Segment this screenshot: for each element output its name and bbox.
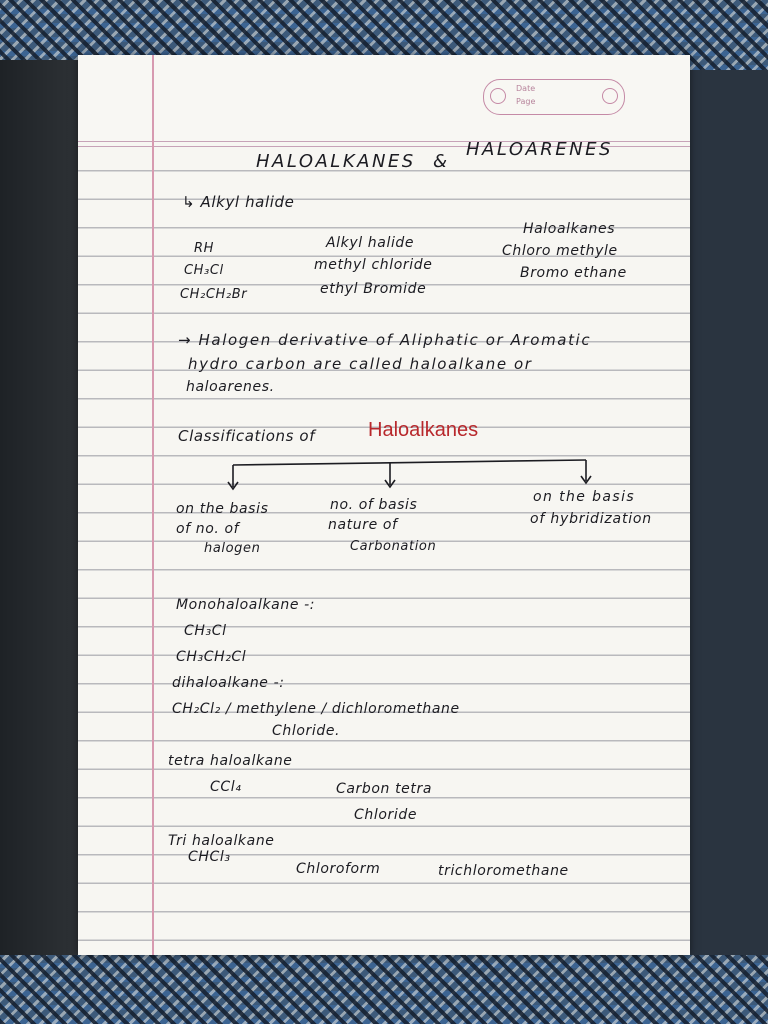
alkyl-col1-row2: CH₃Cl [184, 263, 224, 278]
branch2-line1: no. of basis [330, 497, 418, 513]
notebook-page [78, 55, 690, 955]
page-title-right: HALOARENES [466, 139, 613, 160]
tri-name1: Chloroform [296, 861, 381, 877]
definition-line3: haloarenes. [186, 379, 275, 395]
alkyl-col3-row3: Bromo ethane [520, 265, 627, 281]
background-dark-left [0, 60, 80, 960]
page-label: Page [516, 97, 536, 106]
alkyl-heading: ↳ Alkyl halide [182, 193, 295, 211]
alkyl-col2-row1: Alkyl halide [326, 235, 415, 251]
tetra-name2: Chloride [354, 807, 418, 823]
tetra-name1: Carbon tetra [336, 781, 433, 797]
alkyl-col1-row1: RH [194, 241, 215, 256]
alkyl-col3-row2: Chloro methyle [502, 243, 618, 259]
definition-line2: hydro carbon are called haloalkane or [188, 355, 533, 373]
branch3-line1: on the basis [533, 489, 636, 505]
mono-heading: Monohaloalkane -: [176, 597, 316, 613]
page-title: HALOALKANES [256, 151, 416, 172]
classification-tree [78, 55, 690, 515]
tri-formula: CHCl₃ [188, 849, 231, 865]
branch3-line2: of hybridization [530, 511, 652, 527]
branch1-line1: on the basis [176, 501, 269, 517]
date-label: Date [516, 84, 536, 93]
tri-heading: Tri haloalkane [168, 833, 275, 849]
tetra-formula: CCl₄ [210, 779, 242, 795]
di-line1: CH₂Cl₂ / methylene / dichloromethane [172, 701, 460, 717]
alkyl-col1-row3: CH₂CH₂Br [180, 287, 248, 302]
alkyl-col2-row3: ethyl Bromide [320, 281, 427, 297]
branch1-line3: halogen [204, 541, 261, 556]
tree-branch-line [233, 460, 586, 465]
di-heading: dihaloalkane -: [172, 675, 285, 691]
title-connector: & [433, 151, 448, 172]
mono-example2: CH₃CH₂Cl [176, 649, 247, 665]
tri-name2: trichloromethane [438, 863, 569, 879]
classification-printed-label: Haloalkanes [368, 419, 479, 441]
branch1-line2: of no. of [176, 521, 240, 537]
classification-label: Classifications of [178, 427, 316, 445]
di-line2: Chloride. [272, 723, 341, 739]
alkyl-col2-row2: methyl chloride [314, 257, 433, 273]
tetra-heading: tetra haloalkane [168, 753, 293, 769]
alkyl-col3-row1: Haloalkanes [523, 221, 616, 237]
definition-line1: → Halogen derivative of Aliphatic or Aromatic [178, 331, 592, 349]
mono-example1: CH₃Cl [184, 623, 227, 639]
branch2-line3: Carbonation [350, 539, 437, 554]
branch2-line2: nature of [328, 517, 398, 533]
background-fabric-bottom [0, 955, 768, 1024]
